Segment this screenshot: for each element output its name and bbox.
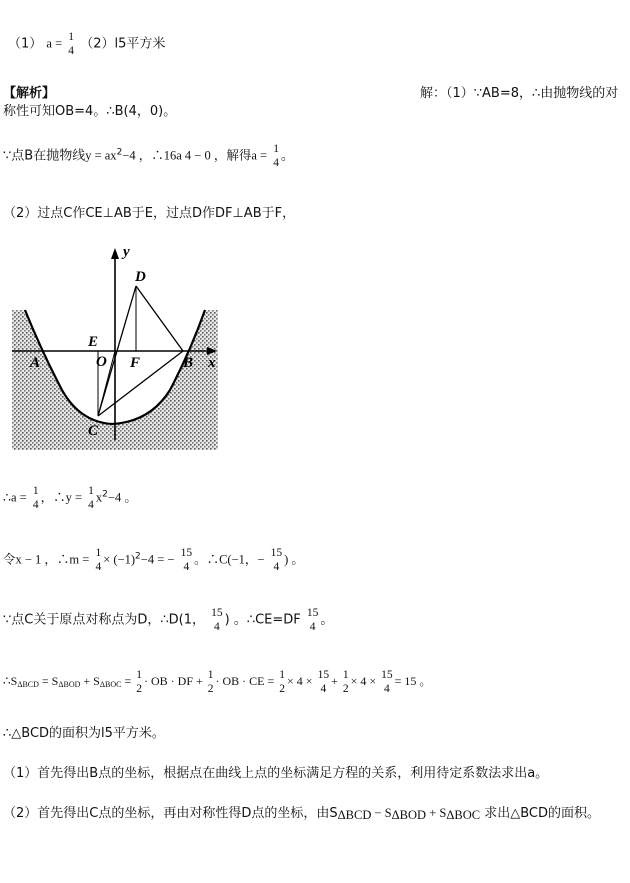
label-C: C — [88, 423, 99, 439]
answer-part2: （2）l5平方米 — [80, 36, 166, 52]
solution-intro: 解：（1）∵AB=8，∴由抛物线的对 — [420, 86, 619, 101]
fraction: 15 4 — [317, 669, 330, 695]
fraction: 15 4 — [270, 547, 283, 573]
solution-line-9: ∴△BCD的面积为l5平方米。 — [3, 726, 165, 741]
label-y: y — [123, 244, 130, 260]
solution-line-3: ∵点B在抛物线$y = ax^2-4$ ，∴16a 4 − 0 ，解得a = 1 4 。 — [3, 143, 294, 169]
fraction: 1 4 — [88, 485, 94, 511]
label-E: E — [88, 334, 99, 350]
solution-line-8: $\therefore S_{\Delta BCD} = S_{\Delta BOD} + S_{\Delta BOC}$ = 1 2 · OB · DF + 1 2 · OB · CE = 1 2 × 4 × 15 4 + 1 2 × 4 × 15 4 = 15 。 — [3, 669, 432, 695]
solution-line-6: 令x − 1 ，∴m = 1 4 × $(-1)^2-4$ = − 15 4 。∴C(−1，− 15 4 ) 。 — [3, 547, 304, 573]
fraction: 15 4 — [306, 607, 319, 633]
parabola-figure — [10, 240, 225, 455]
solution-line-7: ∵点C关于原点对称点为D，∴D(1， 15 4 ) 。∴CE=DF 15 4 。 — [3, 607, 334, 633]
label-B: B — [183, 355, 194, 371]
answer-a-fraction: 1 4 — [68, 31, 75, 57]
fraction: 1 4 — [95, 547, 102, 573]
answer-line — [8, 30, 165, 58]
label-x: x — [208, 355, 216, 371]
fraction: 1 4 — [273, 143, 279, 169]
label-O: O — [96, 354, 107, 370]
shaded-ground-right — [112, 310, 218, 450]
fraction: 1 2 — [136, 669, 142, 695]
fraction: 1 2 — [342, 669, 349, 695]
fraction: 1 4 — [32, 485, 39, 511]
fraction: 15 4 — [180, 547, 193, 573]
segment-DB — [136, 286, 183, 351]
label-F: F — [130, 355, 141, 371]
solution-line-5: ∴a = 1 4 ，∴y = 1 4 $x^2-4$ 。 — [3, 485, 137, 511]
answer-part1-label: （1） — [8, 36, 43, 52]
analysis-tag: 【解析】 — [3, 86, 56, 101]
solution-line-4: （2）过点C作CE⊥AB于E，过点D作DF⊥AB于F， — [3, 206, 296, 221]
comment-line-1: （1）首先得出B点的坐标，根据点在曲线上点的坐标满足方程的关系，利用待定系数法求出a。 — [3, 766, 549, 781]
solution-line-2: 称性可知OB=4。∴B(4，0)。 — [3, 104, 177, 119]
answer-a-eq: a = — [46, 36, 63, 51]
fraction: 1 2 — [279, 669, 286, 695]
fraction: 1 2 — [207, 669, 214, 695]
fraction: 15 4 — [381, 669, 393, 695]
comment-line-2: （2）首先得出C点的坐标，再由对称性得D点的坐标，由$S_{\Delta BCD} - S_{\Delta BOD} + S_{\Delta BOC}$ 求出△BCD的面积。 — [3, 806, 601, 822]
label-D: D — [135, 269, 146, 285]
fraction: 15 4 — [211, 607, 223, 633]
y-axis-arrow — [111, 248, 119, 259]
label-A: A — [30, 355, 41, 371]
